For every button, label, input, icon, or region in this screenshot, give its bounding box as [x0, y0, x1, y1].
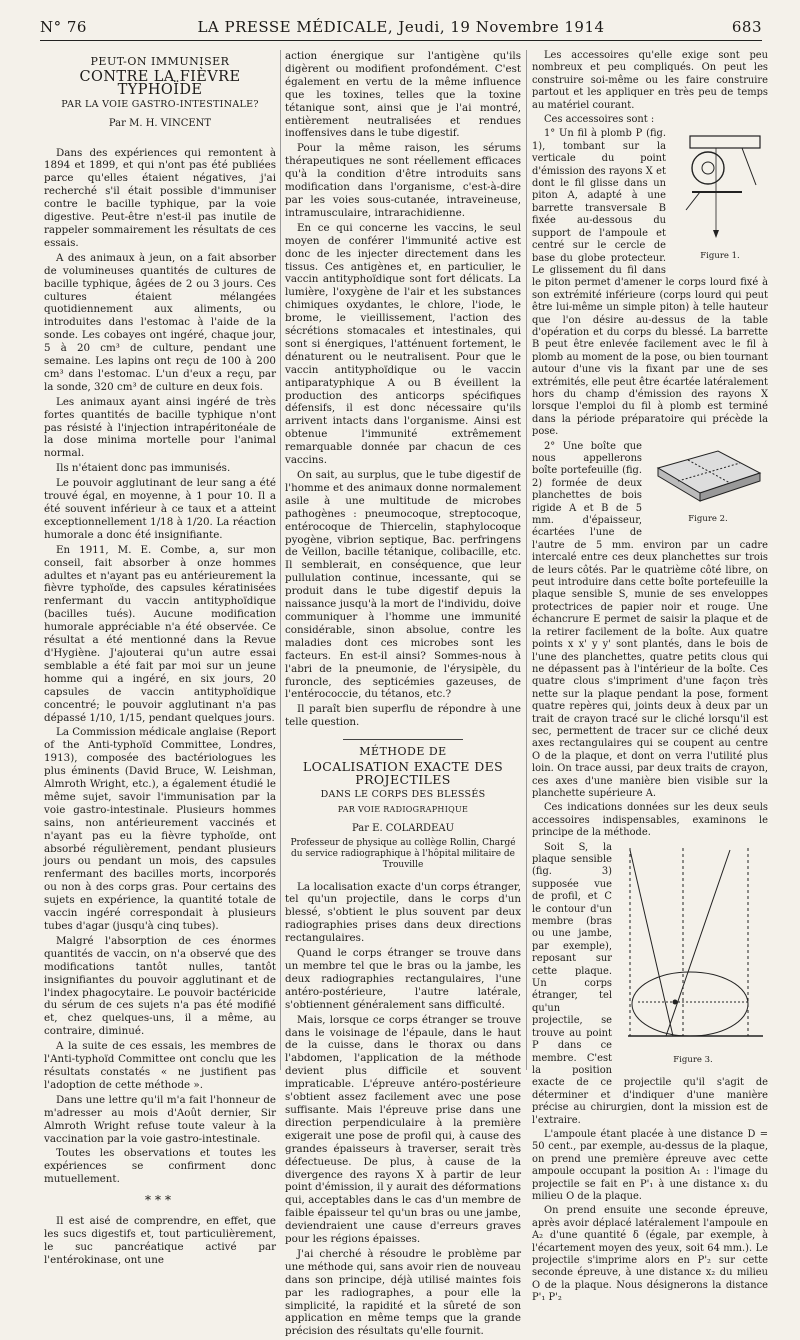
paragraph: Ces indications données sur les deux seuls accessoires indispensables, examinons le principe de la méthode. — [532, 802, 768, 839]
article-kicker: PEUT-ON IMMUNISER — [90, 55, 230, 68]
paragraph: Ils n'étaient donc pas immunisés. — [56, 462, 231, 475]
article-title: CONTRE LA FIÈVRE TYPHOÏDE — [79, 68, 241, 98]
page-number: 683 — [731, 18, 762, 36]
figure-caption: Figure 3. — [673, 1054, 713, 1065]
column-1 — [44, 50, 276, 1269]
article-subtitle: DANS LE CORPS DES BLESSÉS — [320, 788, 486, 800]
paragraph: Mais, lorsque ce corps étranger se trouve dans le voisinage de l'épaule, dans le haut de la cuisse, dans le thorax ou dans l'abdomen, l'application de la méthode devient plus difficile et souvent impraticable. L'épreuve antéro-postérieure s'obtient assez facilement avec une pose suffisante. Mais l'épreuve prise dans une direction perpendiculaire à la première exigerait une pose de profil qui, à cause des grandes épaisseurs à traverser, serait très défectueuse. De plus, à cause de la divergence des rayons X à partir de leur point d'émission, il y aurait des déformations qui, acceptables dans le cas d'un membre de faible épaisseur tel qu'un bras ou une jambe, deviendraient une cause d'erreurs graves pour les régions épaisses. — [285, 1013, 521, 1246]
paragraph: Dans des expériences qui remontent à 1894 et 1899, et qui n'ont pas été publiées parce qu'elles étaient négatives, j'ai recherché s'il était possible d'immuniser contre le bacille typhique, par la voie digestive. Peut-être n'est-il pas inutile de rappeler sommairement les résultats de ces essais. — [44, 146, 276, 249]
paragraph: Quand le corps étranger se trouve dans un membre tel que le bras ou la jambe, les deux radiographies rectangulaires, l'une antéro-postérieure, l'autre latérale, s'obtiennent généralement sans difficulté. — [285, 947, 521, 1011]
paragraph: 1° Un fil à plomb P (fig. 1), tombant sur la verticale du point d'émission des rayons X et dont le fil glisse dans un piton A, adapté à une barrette transversale B fixée au-dessous du support de l'ampoule et centré sur le cercle de base du globe protecteur. Le glissement du fil dans le piton permet d'amener le corps lourd fixé à son extrémité inférieure (corps lourd qui peut être lui-même un simple piton) à telle hauteur que l'on désire au-dessus de la table d'opération et du corps du blessé. La barrette B peut être enlevée facilement avec le fil à plomb au moment de la pose, ou bien tournant autour d'une vis la fixant par une de ses extrémités, elle peut être écartée latéralement hors du champ d'émission des rayons X lorsque l'emploi du fil à plomb est terminé dans la période préparatoire qui précède la pose. — [532, 128, 768, 438]
paragraph: 2° Une boîte que nous appellerons boîte portefeuille (fig. 2) formée de deux planchettes de bois rigide A et B de 5 mm. d'épaisseur, écartées l'une de l'autre de 5 mm. environ par un cadre intercalé entre ces deux planchettes sur trois de leurs côtés. Par le quatrième côté libre, on peut introduire dans cette boîte portefeuille la plaque sensible S, munie de ses enveloppes protectrices de papier noir et rouge. Une échancrure E permet de saisir la plaque et de la retirer facilement de la boîte. Aux quatre points x x' y y' sont plantés, dans le bois de l'une des planchettes, quatre petits clous qui ne dépassent pas à l'intérieur de la boîte. Ces quatre clous s'impriment d'une façon très nette sur la plaque pendant la pose, forment quatre repères qui, joints deux à deux par un trait de crayon tracé sur le cliché lorsqu'il est sec, permettent de tracer sur ce cliché deux axes rectangulaires qui se coupent au centre O de la plaque, et dont on verra l'utilité plus loin. On trace aussi, par deux traits de crayon, ces axes d'une manière bien visible sur la planchette supérieure A. — [532, 440, 768, 799]
column-divider — [280, 50, 281, 1070]
figure-caption: Figure 2. — [688, 513, 728, 524]
paragraph: Il paraît bien superflu de répondre à une telle question. — [285, 703, 521, 729]
paragraph: A la suite de ces essais, les membres de l'Anti-typhoïd Committee ont conclu que les résultats constatés « ne justifient pas l'adoption de cette méthode ». — [44, 1040, 276, 1091]
issue-number: N° 76 — [40, 18, 87, 36]
article-subsubtitle: PAR VOIE RADIOGRAPHIQUE — [337, 804, 469, 814]
paragraph: Les accessoires qu'elle exige sont peu nombreux et peu compliqués. On peut les construire soi-même ou les faire construire partout et les appliquer en très peu de temps au matériel courant. — [532, 50, 768, 111]
paragraph: L'ampoule étant placée à une distance D = 50 cent., par exemple, au-dessus de la plaque, on prend une première épreuve avec cette ampoule occupant la position A₁ : l'image du projectile se fait en P'₁ à une distance x₁ du milieu O de la plaque. — [532, 1128, 768, 1202]
article-author: Par M. H. VINCENT — [108, 117, 212, 129]
figure-1 — [672, 130, 768, 262]
paragraph: On sait, au surplus, que le tube digestif de l'homme et des animaux donne normalement asile à une multitude de microbes pathogènes : pneumocoque, streptocoque, entérocoque de Thiercelin, staphylocoque pyogène, vibrion septique, Bac. perfringens de Veillon, bacille tétanique, colibacille, etc. Il semblerait, en conséquence, que leur pullulation continue, incessante, qui se produit dans le tube digestif depuis la naissance jusqu'à la mort de l'individu, doive communiquer à l'homme une immunité considérable, sinon absolue, contre les maladies dont ces microbes sont les facteurs. En est-il ainsi? Sommes-nous à l'abri de la pneumonie, de l'érysipèle, du furoncle, des septicémies gazeuses, de l'entérococcie, du tétanos, etc.? — [285, 469, 521, 701]
article-subtitle: PAR LA VOIE GASTRO-INTESTINALE? — [61, 98, 259, 110]
paragraph: En 1911, M. E. Combe, a, sur mon conseil, fait absorber à onze hommes adultes et n'ayant pas eu antérieurement la fièvre typhoïde, des capsules kératinisées renfermant du vaccin antityphoïdique (bacilles tués). Aucune modification humorale appréciable n'a été observée. Ce résultat a été mentionné dans la Revue d'Hygiène. J'ajouterai qu'un autre essai semblable a été fait par moi sur un jeune homme qui a ingéré, en six jours, 20 capsules de vaccin antityphoïdique concentré; le pouvoir agglutinant n'a pas dépassé 1/10, 1/15, pendant quelques jours. — [44, 543, 276, 724]
paragraph: action énergique sur l'antigène qu'ils digèrent ou modifient profondément. C'est également en vertu de la même influence que les toxines, telles que la toxine tétanique sont, ainsi que je l'ai montré, entièrement neutralisées et rendues inoffensives dans le tube digestif. — [285, 50, 521, 140]
section-stars: *** — [145, 1193, 175, 1208]
column-divider — [526, 50, 527, 1070]
paragraph: A des animaux à jeun, on a fait absorber de volumineuses quantités de cultures de bacille typhique, âgées de 2 ou 3 jours. Ces cultures étaient mélangées quotidiennement aux aliments, ou introduites dans l'estomac à l'aide de la sonde. Les cobayes ont ingéré, chaque jour, 5 à 20 cm³ de culture, pendant une semaine. Les lapins ont reçu de 100 à 200 cm³ dans l'estomac. L'un d'eux a reçu, par la sonde, 320 cm³ de culture en deux fois. — [44, 251, 276, 393]
page-header — [40, 18, 762, 41]
paragraph: Le pouvoir agglutinant de leur sang a été trouvé égal, en moyenne, à 1 pour 10. Il a été souvent inférieur à ce taux et a atteint exceptionnellement 1/18 à 1/20. La réaction humorale a donc été insignifiante. — [44, 477, 276, 541]
geometry-diagram — [618, 844, 768, 1054]
paragraph: La localisation exacte d'un corps étranger, tel qu'un projectile, dans le corps d'un blessé, s'obtient le plus souvent par deux radiographies prises dans deux directions rectangulaires. — [285, 880, 521, 945]
paragraph: En ce qui concerne les vaccins, le seul moyen de conférer l'immunité active est donc de les injecter directement dans les tissus. Ces antigènes et, en particulier, le vaccin antityphoïdique sont fort délicats. La lumière, l'oxygène de l'air et les substances chimiques oxydantes, le chlore, l'iode, le brome, le vieillissement, l'action des sécrétions stomacales et intestinales, qui sont si énergiques, l'atténuent fortement, le dénaturent ou le neutralisent. Pour que le vaccin antityphoïdique ou le vaccin antiparatyphique A ou B éveillent la production des anticorps spécifiques défensifs, il est donc nécessaire qu'ils arrivent intacts dans l'organisme. Ainsi est obtenue l'immunité extrêmement remarquable donnée par chacun de ces vaccins. — [285, 221, 521, 467]
paragraph: Dans une lettre qu'il m'a fait l'honneur de m'adresser au mois d'Août dernier, Sir Almroth Wright refuse toute valeur à la vaccination par la voie gastro-intestinale. — [44, 1093, 276, 1145]
author-affiliation: Professeur de physique au collège Rollin, Chargé du service radiographique à l'hôpital militaire de Trouville — [290, 837, 516, 870]
article-kicker: MÉTHODE DE — [359, 745, 447, 759]
column-2 — [285, 50, 521, 1340]
figure-caption: Figure 1. — [700, 251, 740, 262]
paragraph: On prend ensuite une seconde épreuve, après avoir déplacé latéralement l'ampoule en A₂ d'une quantité δ (égale, par exemple, à l'écartement moyen des yeux, soit 64 mm.). Le projectile s'imprime alors en P'₂ sur cette seconde épreuve, à une distance x₂ du milieu O de la plaque. Nous désignerons la distance P'₁ P'₂ — [532, 1205, 768, 1304]
journal-title: LA PRESSE MÉDICALE, Jeudi, 19 Novembre 1914 — [197, 18, 605, 36]
paragraph: Toutes les observations et toutes les expériences se confirment donc mutuellement. — [44, 1147, 276, 1186]
column-3 — [532, 50, 768, 1307]
paragraph: Soit S, la plaque sensible (fig. 3) supposée vue de profil, et C le contour d'un membre (bras ou une jambe, par exemple), reposant sur cette plaque. Un corps étranger, tel qu'un projectile, se trouve au point P dans ce membre. C'est la position exacte de ce projectile qu'il s'agit de déterminer et d'indiquer d'une manière précise au chirurgien, dont la mission est de l'extraire. — [532, 841, 768, 1126]
figure-2 — [648, 443, 768, 525]
paragraph: Il est aisé de comprendre, en effet, que les sucs digestifs et, tout particulièrement, le suc pancréatique activé par l'entérokinase, ont une — [44, 1215, 276, 1266]
paragraph: J'ai cherché à résoudre le problème par une méthode qui, sans avoir rien de nouveau dans son principe, déjà utilisé maintes fois par les radiographes, a pour elle la simplicité, la rapidité et la sûreté de son application en même temps que la grande précision des résultats qu'elle fournit. — [285, 1247, 521, 1338]
paragraph: Les animaux ayant ainsi ingéré de très fortes quantités de bacille typhique n'ont pas résisté à l'injection intrapéritonéale de la dose minima mortelle pour l'animal normal. — [44, 395, 276, 460]
paragraph: Malgré l'absorption de ces énormes quantités de vaccin, on n'a observé que des modifications tantôt nulles, tantôt insignifiantes du pouvoir agglutinant et de l'index phagocytaire. Le pouvoir bactéricide du sérum de ces sujets n'a pas été modifié et, chez quelques-uns, il a même, au contraire, diminué. — [44, 934, 276, 1038]
article-separator — [343, 739, 463, 740]
cassette-box-illustration — [648, 443, 768, 513]
paragraph: Ces accessoires sont : — [544, 114, 655, 126]
figure-3 — [618, 844, 768, 1066]
plumb-line-illustration — [672, 130, 768, 250]
paragraph: La Commission médicale anglaise (Report of the Anti-typhoïd Committee, Londres, 1913), composée des bactériologues les plus éminents (David Bruce, W. Leishman, Almroth Wright, etc.), a également étudié le même sujet, savoir l'immunisation par la voie gastro-intestinale. Plusieurs hommes sains, non antérieurement vaccinés et n'ayant pas eu la fièvre typhoïde, ont absorbé régulièrement, pendant plusieurs jours ou pendant un mois, des capsules renfermant des bacilles morts, incorporés ou non à des corps gras. Pour certains des sujets en expérience, la quantité totale de vaccin ingéré correspondait à plusieurs tubes d'agar (jusqu'à cinq tubes). — [44, 726, 276, 932]
paragraph: Pour la même raison, les sérums thérapeutiques ne sont réellement efficaces qu'à la condition d'être introduits sans modification dans l'organisme, c'est-à-dire par les voies sous-cutanée, intraveineuse, intramusculaire, intrarachidienne. — [285, 142, 521, 219]
article-title: LOCALISATION EXACTE DES PROJECTILES — [302, 759, 504, 787]
article-author: Par E. COLARDEAU — [351, 822, 455, 834]
